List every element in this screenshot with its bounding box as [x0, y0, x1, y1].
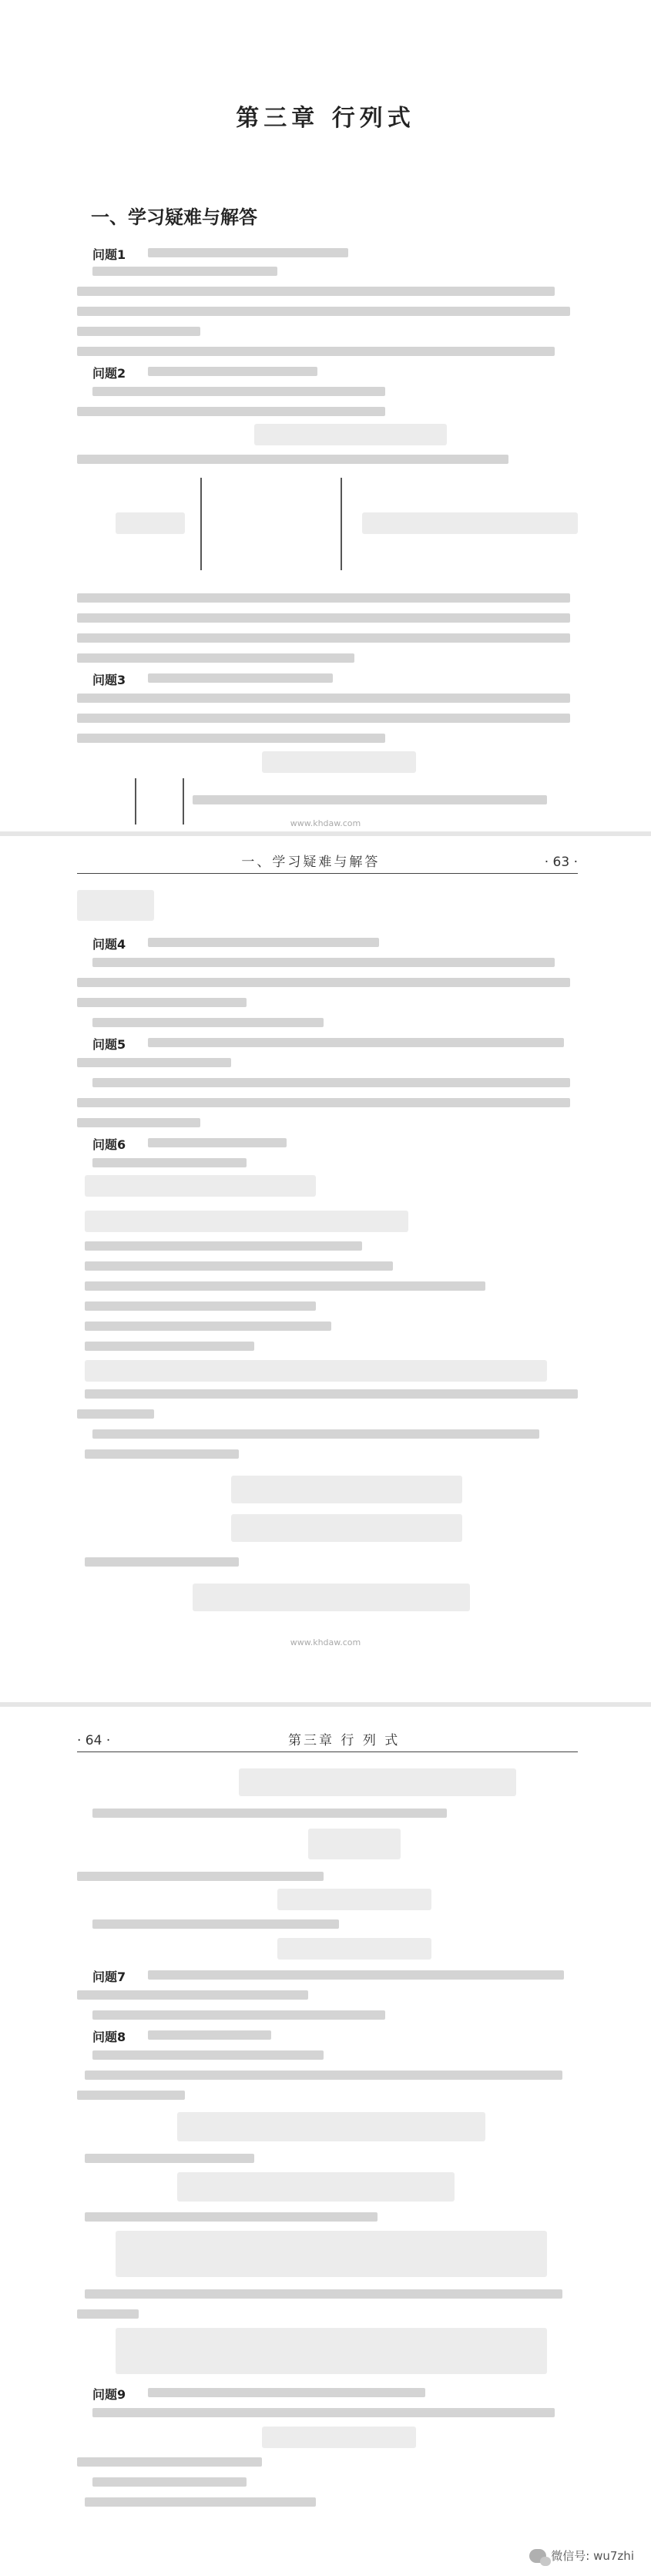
formula — [277, 1889, 431, 1910]
text-line — [85, 2289, 562, 2299]
text-line — [92, 2050, 324, 2060]
text-line — [77, 2457, 262, 2467]
page-number: · 64 · — [77, 1733, 111, 1748]
running-head — [77, 1727, 578, 1748]
text-line — [77, 978, 570, 987]
text-line — [77, 1990, 308, 2000]
text-line — [85, 1261, 393, 1271]
text-line — [92, 1018, 324, 1027]
question-label: 问题1 — [92, 247, 126, 262]
text-line — [77, 734, 385, 743]
text-line — [92, 267, 277, 276]
text-line — [148, 1038, 564, 1047]
section-heading: 一、学习疑难与解答 — [91, 207, 257, 228]
text-line — [77, 998, 247, 1007]
example-matrix — [135, 778, 184, 825]
wechat-id: 微信号: wu7zhi — [551, 2549, 634, 2563]
text-line — [77, 694, 570, 703]
running-head-title: 第三章 行 列 式 — [288, 1733, 401, 1748]
text-line — [148, 673, 333, 683]
document-page-1 — [0, 0, 651, 836]
formula — [77, 890, 154, 921]
text-line — [92, 1078, 570, 1087]
text-line — [85, 2071, 562, 2080]
text-line — [77, 1872, 324, 1881]
text-line — [148, 1970, 564, 1980]
formula — [239, 1768, 516, 1796]
text-line — [92, 2477, 247, 2487]
question-label: 问题9 — [92, 2387, 126, 2402]
question-label: 问题3 — [92, 673, 126, 687]
question-label: 问题5 — [92, 1037, 126, 1052]
text-line — [77, 1409, 154, 1419]
text-line — [92, 1919, 339, 1929]
text-line — [92, 1158, 247, 1167]
text-line — [92, 2408, 555, 2417]
text-line — [85, 2497, 316, 2507]
text-line — [148, 2030, 271, 2040]
text-line — [85, 1322, 331, 1331]
text-line — [148, 938, 379, 947]
text-line — [92, 2010, 385, 2020]
text-line — [77, 714, 570, 723]
text-line — [85, 2212, 378, 2222]
text-line — [77, 1118, 200, 1127]
text-line — [77, 613, 570, 623]
formula — [254, 424, 447, 445]
formula — [231, 1476, 462, 1503]
text-line — [85, 1241, 362, 1251]
question-label: 问题2 — [92, 366, 126, 381]
text-line — [92, 958, 555, 967]
wechat-icon — [529, 2549, 546, 2563]
text-line — [77, 327, 200, 336]
formula — [193, 1584, 470, 1611]
header-rule — [77, 1751, 578, 1752]
question-label: 问题6 — [92, 1137, 126, 1152]
text-line — [85, 1342, 254, 1351]
running-head-title: 一、学习疑难与解答 — [241, 855, 381, 870]
text-line — [85, 1449, 239, 1459]
text-line — [148, 248, 348, 257]
page-number: · 63 · — [544, 855, 578, 870]
formula — [362, 512, 578, 534]
text-line — [148, 2388, 425, 2397]
text-line — [85, 1301, 316, 1311]
text-line — [92, 387, 385, 396]
watermark: www.khdaw.com — [290, 1637, 361, 1647]
formula — [262, 2427, 416, 2448]
formula — [85, 1211, 408, 1232]
text-line — [85, 1281, 485, 1291]
text-line — [85, 1389, 578, 1399]
running-head — [77, 848, 578, 870]
formula — [277, 1938, 431, 1960]
text-line — [92, 1809, 447, 1818]
question-label: 问题4 — [92, 937, 126, 952]
text-line — [193, 795, 547, 804]
formula — [116, 512, 185, 534]
document-page-3 — [0, 1707, 651, 2576]
formula — [177, 2112, 485, 2141]
document-page-2 — [0, 836, 651, 1707]
text-line — [77, 407, 385, 416]
text-line — [92, 1429, 539, 1439]
chapter-title: 第三章 行列式 — [236, 105, 415, 132]
text-line — [148, 1138, 287, 1147]
question-label: 问题8 — [92, 2030, 126, 2044]
text-line — [77, 633, 570, 643]
formula — [116, 2231, 547, 2277]
formula — [85, 1360, 547, 1382]
formula — [231, 1514, 462, 1542]
question-label: 问题7 — [92, 1970, 126, 1984]
text-line — [85, 2154, 254, 2163]
text-line — [77, 287, 555, 296]
wechat-badge — [529, 2547, 634, 2564]
text-line — [77, 2091, 185, 2100]
text-line — [77, 1058, 231, 1067]
text-line — [77, 347, 555, 356]
formula — [116, 2328, 547, 2374]
formula — [308, 1829, 401, 1859]
text-line — [85, 1557, 239, 1567]
formula — [177, 2172, 455, 2202]
text-line — [77, 593, 570, 603]
text-line — [77, 2309, 139, 2319]
text-line — [77, 307, 570, 316]
determinant-matrix — [200, 478, 342, 570]
text-line — [148, 367, 317, 376]
formula — [262, 751, 416, 773]
header-rule — [77, 873, 578, 874]
text-line — [77, 455, 508, 464]
watermark: www.khdaw.com — [290, 818, 361, 828]
text-line — [77, 653, 354, 663]
formula — [85, 1175, 316, 1197]
text-line — [77, 1098, 570, 1107]
